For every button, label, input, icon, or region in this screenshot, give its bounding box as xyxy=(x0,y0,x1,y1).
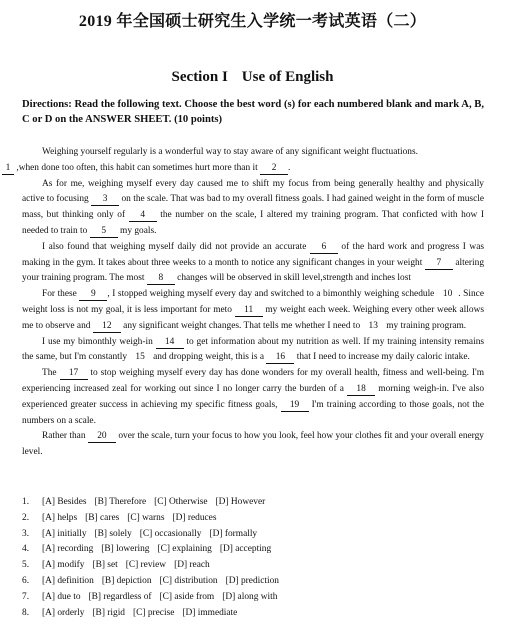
paragraph-text: . Since weight loss is not my goal, it is less important for meto xyxy=(22,289,484,315)
option-row xyxy=(22,495,484,511)
option-a: [A] due to xyxy=(42,591,81,602)
blank-1: 1 xyxy=(2,163,14,175)
blank-6: 6 xyxy=(310,242,338,254)
option-b: [B] set xyxy=(92,560,118,571)
option-a: [A] Besides xyxy=(42,497,87,507)
option-a: [A] initially xyxy=(42,528,87,539)
paragraph-text: Rather than xyxy=(42,431,86,442)
paragraph-text: any significant weight changes. That tells me whether I need to xyxy=(123,320,361,331)
option-b: [B] depiction xyxy=(101,575,152,586)
option-row xyxy=(22,527,484,543)
option-d: [D] reach xyxy=(174,560,210,571)
question-number: 4. xyxy=(22,544,30,555)
paragraph-text: altering your training program. The most xyxy=(22,257,485,284)
paragraph-text: I also found that weighing myself daily did not provide an accurate xyxy=(42,241,307,252)
option-b: [B] regardless of xyxy=(88,591,152,602)
paragraph-text: and dropping weight, this is a xyxy=(153,352,265,363)
blank-17: 17 xyxy=(60,368,88,380)
option-a: [A] helps xyxy=(42,512,78,523)
option-row xyxy=(22,606,484,622)
question-number: 2. xyxy=(22,512,30,523)
paragraph-text: to stop weighing myself every day has done wonders for my overall health, fitness and well-being. I'm experiencing increased zeal for working out since I no longer carry the burden of a xyxy=(22,368,484,394)
paragraph-3 xyxy=(22,240,484,287)
blank-13: 13 xyxy=(368,320,378,331)
paragraph-text: the number on the scale, I altered my training program. That conficted with how I needed to train to xyxy=(22,210,485,236)
paragraph-4 xyxy=(22,287,484,334)
blank-10: 10 xyxy=(442,289,453,300)
option-b: [B] lowering xyxy=(101,544,150,555)
option-d: [D] prediction xyxy=(225,575,279,586)
paragraph-text: changes will be observed in skill level,strength and inches lost xyxy=(177,273,411,284)
option-d: [D] formally xyxy=(209,528,258,539)
paragraph-text: , I stopped weighing myself every day and switched to a bimonthly weighing schedule xyxy=(107,289,435,300)
blank-2: 2 xyxy=(260,163,288,175)
option-c: [C] distribution xyxy=(159,575,218,586)
option-row xyxy=(22,590,484,606)
option-a: [A] orderly xyxy=(42,607,85,618)
option-c: [C] review xyxy=(125,560,167,571)
option-d: [D] reduces xyxy=(172,512,217,523)
blank-19: 19 xyxy=(281,400,309,412)
passage xyxy=(5,145,485,461)
paragraph-text: As for me, weighing myself every day caused me to shift my focus from being generally healthy and physically active to focusing xyxy=(22,178,484,205)
blank-20: 20 xyxy=(88,431,116,443)
paragraph-text: my training program. xyxy=(386,320,467,331)
option-d: [D] However xyxy=(215,497,266,507)
blank-15: 15 xyxy=(135,352,145,363)
question-number: 3. xyxy=(22,528,30,539)
option-a: [A] modify xyxy=(42,560,85,571)
blank-11: 11 xyxy=(235,305,263,317)
option-row xyxy=(22,558,484,574)
section-name: Section I xyxy=(171,69,228,85)
option-row xyxy=(22,511,484,527)
blank-16: 16 xyxy=(266,352,294,364)
paragraph-text: my weight each week. Weighing every other week allows me to observe and xyxy=(22,304,484,331)
paragraph-text: of the hard work and progress I was making in the gym. It takes about three weeks to a month to notice any significant changes in your weight xyxy=(22,241,484,268)
question-number: 1. xyxy=(22,497,30,507)
directions-text: Directions: Read the following text. Choose the best word (s) for each numbered blank and mark A, B, C or D on the ANSWER SHEET. (10 points) xyxy=(22,99,484,125)
question-number: 7. xyxy=(22,591,30,602)
option-b: [B] cares xyxy=(85,512,120,523)
paragraph-text: morning weigh-in. I've also experienced greater success in achieving my specific fitness goals, xyxy=(22,383,485,410)
blank-7: 7 xyxy=(425,258,453,270)
paragraph-text: I'm training according to those goals, not the numbers on a scale. xyxy=(22,399,484,426)
paragraph-text: Weighing yourself regularly is a wonderful way to stay aware of any significant weight fluctuations. xyxy=(42,147,418,157)
question-number: 6. xyxy=(22,575,30,586)
paragraph-5 xyxy=(22,335,484,367)
paragraph-text: ,when done too often, this habit can sometimes hurt more than it xyxy=(16,162,258,173)
option-c: [C] precise xyxy=(133,607,175,618)
question-number: 8. xyxy=(22,607,30,618)
option-c: [C] aside from xyxy=(159,591,215,602)
blank-18: 18 xyxy=(347,384,375,396)
paragraph-text: For these xyxy=(42,289,77,300)
section-heading xyxy=(0,69,505,86)
blank-12: 12 xyxy=(93,321,121,333)
section-topic: Use of English xyxy=(241,69,334,85)
paragraph-6 xyxy=(22,366,484,429)
option-a: [A] recording xyxy=(42,544,94,555)
paragraph-text: . xyxy=(288,162,291,173)
paragraph-text: my goals. xyxy=(120,225,157,236)
paragraph-1 xyxy=(5,145,484,177)
option-c: [C] occasionally xyxy=(139,528,202,539)
option-c: [C] warns xyxy=(127,512,165,523)
paragraph-7 xyxy=(22,429,484,461)
blank-8: 8 xyxy=(147,273,175,285)
option-b: [B] rigid xyxy=(92,607,125,618)
option-b: [B] Therefore xyxy=(94,497,147,507)
paragraph-2 xyxy=(22,177,484,240)
paragraph-text: to get information about my nutrition as well. If my training intensity remains the same, but I'm constantly xyxy=(22,336,485,363)
answer-options xyxy=(22,495,484,621)
option-d: [D] along with xyxy=(222,591,278,602)
paragraph-text: over the scale, turn your focus to how you look, feel how your clothes fit and your overall energy level. xyxy=(22,431,484,458)
paragraph-text: that I need to increase my daily caloric intake. xyxy=(296,352,470,363)
paragraph-text: The xyxy=(42,368,57,379)
blank-5: 5 xyxy=(90,226,118,238)
option-row xyxy=(22,574,484,590)
blank-4: 4 xyxy=(129,210,157,222)
option-c: [C] Otherwise xyxy=(154,497,208,507)
question-number: 5. xyxy=(22,560,30,571)
option-row xyxy=(22,542,484,558)
page-title: 2019 年全国硕士研究生入学统一考试英语（二） xyxy=(78,13,427,30)
option-d: [D] immediate xyxy=(182,607,238,618)
blank-14: 14 xyxy=(156,337,184,349)
paragraph-text: I use my bimonthly weigh-in xyxy=(42,336,153,347)
option-a: [A] definition xyxy=(42,575,94,586)
blank-9: 9 xyxy=(79,289,107,301)
blank-3: 3 xyxy=(91,194,119,206)
option-b: [B] solely xyxy=(94,528,132,539)
paragraph-text: on the scale. That was bad to my overall fitness goals. I had gained weight in the form of muscle mass, but thinking only of xyxy=(22,194,484,221)
option-d: [D] accepting xyxy=(219,544,272,555)
option-c: [C] explaining xyxy=(157,544,212,555)
